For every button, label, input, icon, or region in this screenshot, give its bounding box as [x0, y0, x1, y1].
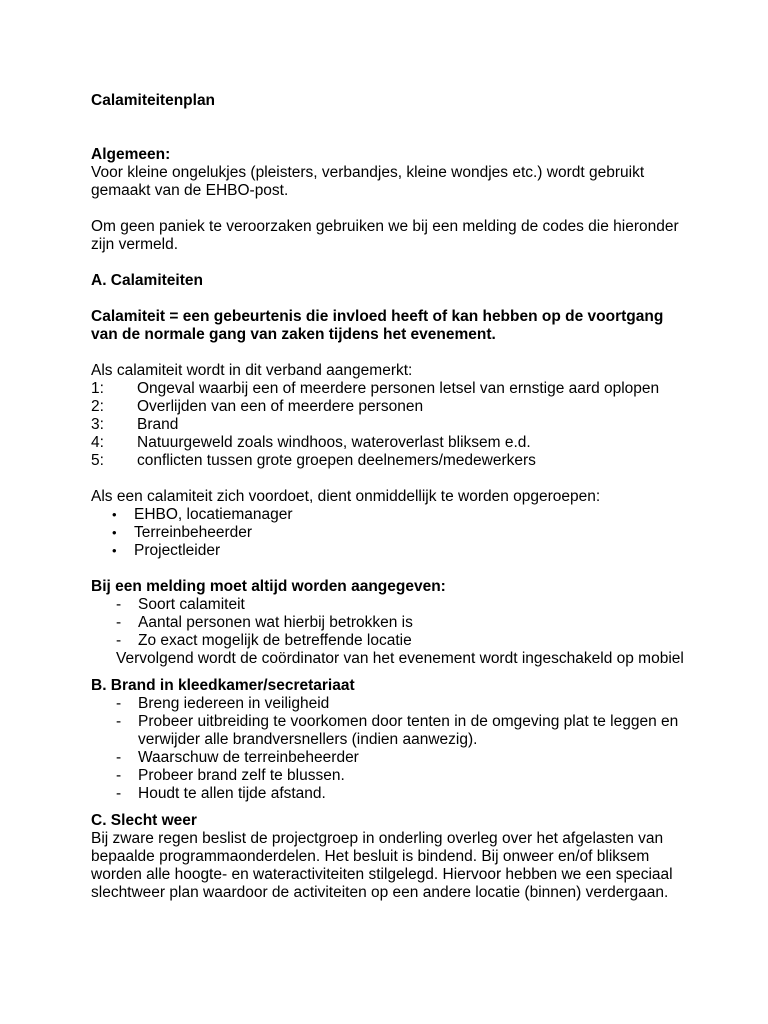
list-item	[91, 416, 691, 434]
dash-marker: -	[116, 713, 122, 730]
list-text: Brand	[137, 416, 179, 433]
list-text: Ongeval waarbij een of meerdere personen letsel van ernstige aard oplopen	[137, 380, 660, 397]
fire-dash-list	[91, 695, 691, 803]
list-text: Probeer uitbreiding te voorkomen door tenten in de omgeving plat te leggen en verwijder alle brandversnellers (indien aanwezig).	[138, 713, 679, 748]
dash-marker: -	[116, 749, 122, 766]
algemeen-paragraph-1: Voor kleine ongelukjes (pleisters, verbandjes, kleine wondjes etc.) wordt gebruikt gemaakt van de EHBO-post.	[91, 164, 645, 199]
call-bullet-list	[91, 506, 691, 560]
list-number: 4:	[91, 434, 104, 451]
section-c-heading: C. Slecht weer	[91, 812, 197, 829]
list-item	[91, 767, 691, 785]
calamity-numbered-list	[91, 380, 691, 470]
list-text: Houdt te allen tijde afstand.	[138, 785, 326, 802]
bad-weather-paragraph: Bij zware regen beslist de projectgroep in onderling overleg over het afgelasten van bepaalde programmaonderdelen. Het besluit is bindend. Bij onweer en/of bliksem worden alle hoogte- en wateractiviteiten stilgelegd. Hiervoor hebben we een speciaal slechtweer plan waardoor de activiteiten op een andere locatie (binnen) verdergaan.	[91, 830, 673, 901]
dash-marker: -	[116, 695, 122, 712]
section-b-heading: B. Brand in kleedkamer/secretariaat	[91, 677, 355, 694]
bullet-icon: •	[112, 543, 117, 558]
dash-marker: -	[116, 614, 122, 631]
list-text: Aantal personen wat hierbij betrokken is	[138, 614, 413, 631]
list-item	[91, 632, 691, 650]
list-item	[91, 596, 691, 614]
list-item	[91, 542, 691, 560]
calamity-definition: Calamiteit = een gebeurtenis die invloed heeft of kan hebben op de voortgang van de normale gang van zaken tijdens het evenement.	[91, 308, 664, 343]
call-intro: Als een calamiteit zich voordoet, dient onmiddellijk te worden opgeroepen:	[91, 488, 601, 505]
list-text: EHBO, locatiemanager	[134, 506, 293, 523]
dash-marker: -	[116, 785, 122, 802]
list-text: Probeer brand zelf te blussen.	[138, 767, 345, 784]
document-page	[91, 92, 691, 902]
report-followup: Vervolgend wordt de coördinator van het evenement wordt ingeschakeld op mobiel	[116, 650, 684, 667]
list-item	[91, 785, 691, 803]
list-item	[91, 506, 691, 524]
list-text: Breng iedereen in veiligheid	[138, 695, 330, 712]
bullet-icon: •	[112, 507, 117, 522]
list-number: 2:	[91, 398, 104, 415]
list-text: Soort calamiteit	[138, 596, 245, 613]
dash-marker: -	[116, 632, 122, 649]
calamity-list-intro: Als calamiteit wordt in dit verband aangemerkt:	[91, 362, 413, 379]
list-text: Natuurgeweld zoals windhoos, wateroverlast bliksem e.d.	[137, 434, 531, 451]
list-text: Zo exact mogelijk de betreffende locatie	[138, 632, 412, 649]
algemeen-paragraph-2: Om geen paniek te veroorzaken gebruiken we bij een melding de codes die hieronder zijn vermeld.	[91, 218, 679, 253]
dash-marker: -	[116, 767, 122, 784]
list-text: Overlijden van een of meerdere personen	[137, 398, 424, 415]
bullet-icon: •	[112, 525, 117, 540]
list-item	[91, 398, 691, 416]
list-item	[91, 749, 691, 767]
list-item	[91, 524, 691, 542]
list-text: Terreinbeheerder	[134, 524, 253, 541]
list-item	[91, 695, 691, 713]
section-a-heading: A. Calamiteiten	[91, 272, 203, 289]
list-item	[91, 614, 691, 632]
list-text: Projectleider	[134, 542, 221, 559]
report-heading: Bij een melding moet altijd worden aangegeven:	[91, 578, 446, 595]
report-dash-list	[91, 596, 691, 650]
list-item	[91, 452, 691, 470]
list-number: 5:	[91, 452, 104, 469]
list-text: Waarschuw de terreinbeheerder	[138, 749, 359, 766]
list-text: conflicten tussen grote groepen deelnemers/medewerkers	[137, 452, 536, 469]
list-item	[91, 380, 691, 398]
list-number: 1:	[91, 380, 104, 397]
list-item	[91, 434, 691, 452]
list-number: 3:	[91, 416, 104, 433]
algemeen-heading: Algemeen:	[91, 146, 171, 163]
list-item	[91, 713, 691, 749]
dash-marker: -	[116, 596, 122, 613]
document-title: Calamiteitenplan	[91, 92, 216, 109]
